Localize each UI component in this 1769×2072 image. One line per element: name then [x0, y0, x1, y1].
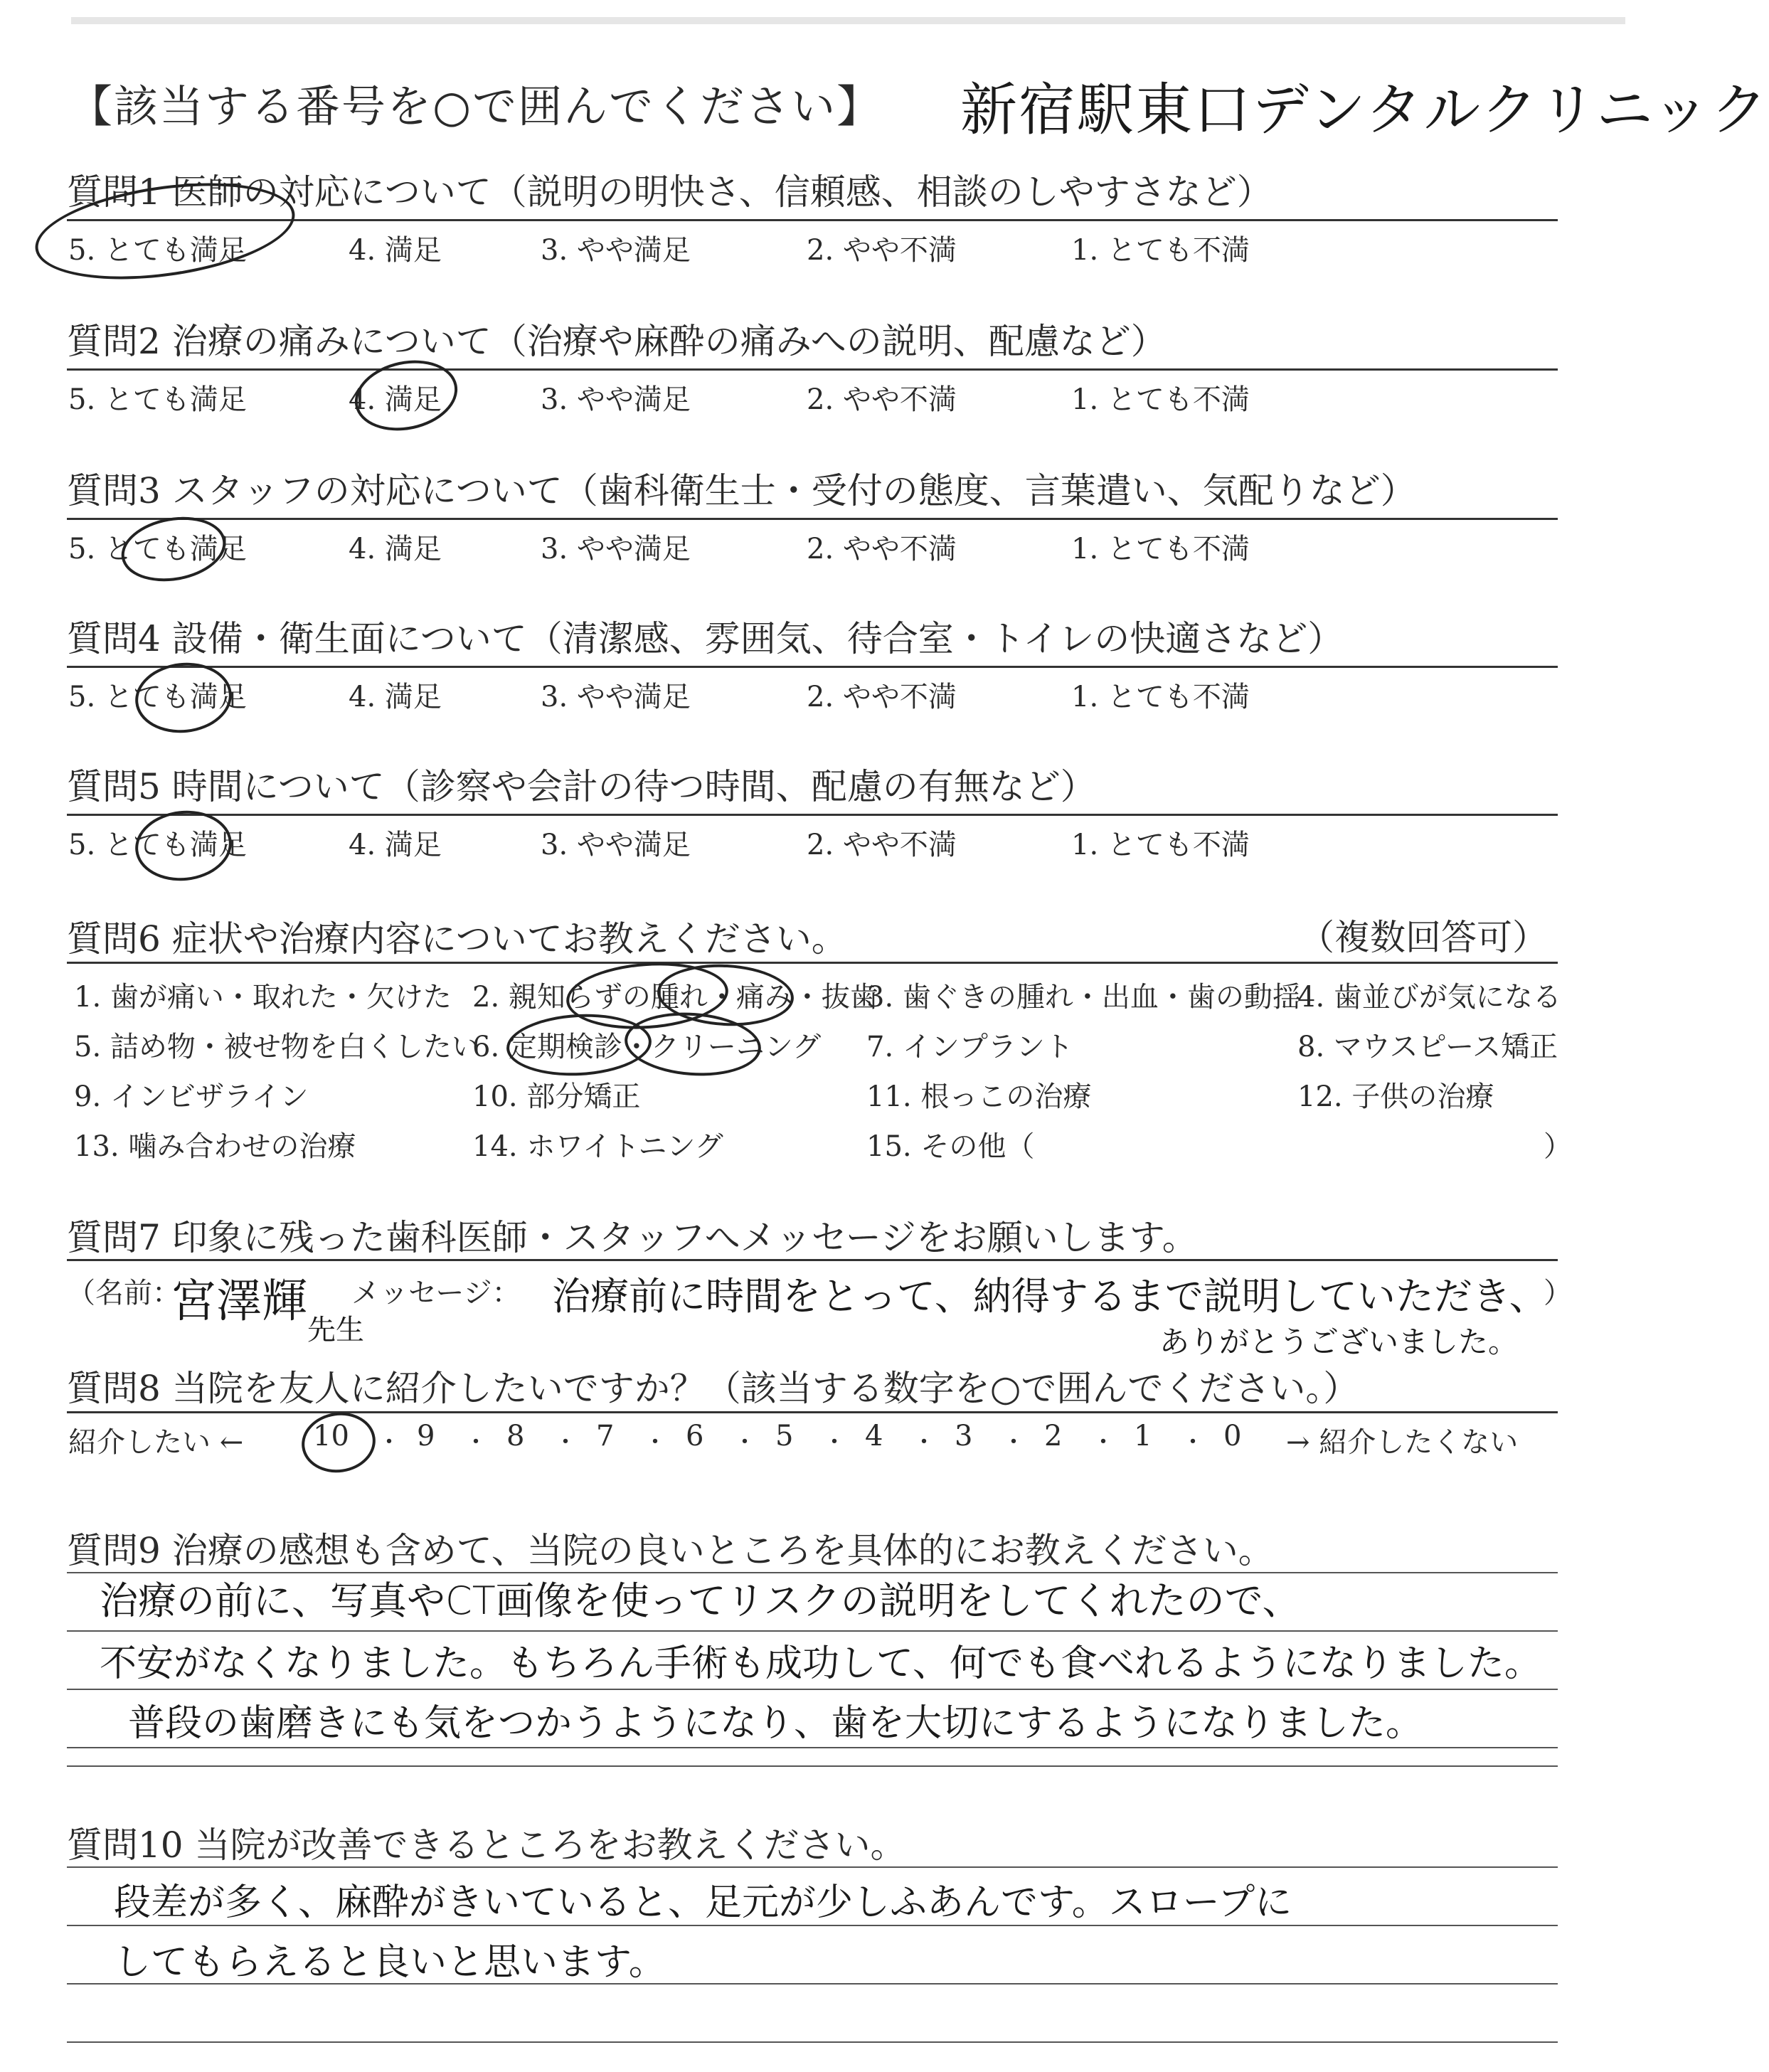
q6-item-1[interactable]: 1. 歯が痛い・取れた・欠けた: [74, 981, 452, 1014]
q3-option-1[interactable]: 1. とても不満: [1071, 533, 1250, 565]
q8-right-label: → 紹介したくない: [1286, 1426, 1519, 1459]
q10-rule-1: [67, 1866, 1558, 1868]
q3-option-5[interactable]: 5. とても満足: [68, 533, 247, 565]
q9-answer-line2: 不安がなくなりました。もちろん手術も成功して、何でも食べれるようになりました。: [100, 1642, 1541, 1685]
q6-item-12[interactable]: 12. 子供の治療: [1297, 1080, 1494, 1113]
q9-answer-line1: 治療の前に、写真やCT画像を使ってリスクの説明をしてくれたので、: [100, 1578, 1301, 1623]
q8-sep: ・: [1091, 1428, 1115, 1457]
q5-rule: [67, 814, 1558, 816]
q8-rule: [67, 1411, 1558, 1413]
q4-option-5[interactable]: 5. とても満足: [68, 681, 247, 713]
q3-answer-circle: [116, 509, 230, 589]
q9-title: 質問9 治療の感想も含めて、当院の良いところを具体的にお教えください。: [67, 1530, 1274, 1571]
q8-sep: ・: [464, 1428, 488, 1457]
q7-message-label: メッセージ：: [351, 1277, 521, 1309]
q1-option-4[interactable]: 4. 満足: [349, 234, 442, 267]
q8-sep: ・: [822, 1428, 846, 1457]
q7-rule: [67, 1259, 1558, 1261]
q7-name-handwritten: 宮澤輝: [171, 1275, 307, 1328]
q2-rule: [67, 368, 1558, 371]
q8-sep: ・: [1181, 1428, 1205, 1457]
q4-rule: [67, 666, 1558, 668]
q3-title: 質問3 スタッフの対応について（歯科衛生士・受付の態度、言葉遣い、気配りなど）: [67, 470, 1416, 511]
q8-score-10[interactable]: 10: [313, 1420, 349, 1452]
q2-title: 質問2 治療の痛みについて（治療や麻酔の痛みへの説明、配慮など）: [67, 321, 1167, 362]
q6-item-2[interactable]: 2. 親知らずの腫れ・痛み・抜歯: [472, 981, 878, 1014]
q1-option-5[interactable]: 5. とても満足: [68, 234, 247, 267]
q3-option-3[interactable]: 3. やや満足: [541, 533, 691, 565]
q1-title: 質問1 医師の対応について（説明の明快さ、信頼感、相談のしやすさなど）: [67, 171, 1273, 213]
q7-honorific-handwritten: 先生: [307, 1314, 364, 1346]
q2-option-1[interactable]: 1. とても不満: [1071, 383, 1250, 416]
q3-option-2[interactable]: 2. やや不満: [807, 533, 957, 565]
q9-rule-4: [67, 1747, 1558, 1748]
q7-title: 質問7 印象に残った歯科医師・スタッフへメッセージをお願いします。: [67, 1217, 1198, 1258]
q8-sep: ・: [912, 1428, 936, 1457]
q2-option-3[interactable]: 3. やや満足: [541, 383, 691, 416]
q7-name-label: （名前：: [67, 1277, 181, 1309]
q2-option-4[interactable]: 4. 満足: [349, 383, 442, 416]
q10-title: 質問10 当院が改善できるところをお教えください。: [67, 1824, 906, 1866]
q6-item-14[interactable]: 14. ホワイトニング: [472, 1130, 723, 1163]
q8-score-8[interactable]: 8: [506, 1420, 525, 1452]
q6-rule: [67, 962, 1558, 964]
q6-item-9[interactable]: 9. インビザライン: [74, 1080, 309, 1113]
q5-option-5[interactable]: 5. とても満足: [68, 829, 247, 861]
q9-rule-3: [67, 1689, 1558, 1690]
q6-item-7[interactable]: 7. インプラント: [866, 1031, 1073, 1063]
q4-option-4[interactable]: 4. 満足: [349, 681, 442, 713]
q5-title: 質問5 時間について（診察や会計の待つ時間、配慮の有無など）: [67, 766, 1096, 807]
q10-answer-line1: 段差が多く、麻酔がきいていると、足元が少しふあんです。スロープに: [114, 1881, 1292, 1924]
q6-item-4[interactable]: 4. 歯並びが気になる: [1297, 981, 1561, 1014]
q8-score-4[interactable]: 4: [865, 1420, 883, 1452]
q8-sep: ・: [643, 1428, 667, 1457]
q6-item-15-close: ）: [1544, 1130, 1572, 1163]
q6-item-15[interactable]: 15. その他（: [866, 1130, 1035, 1163]
q1-option-3[interactable]: 3. やや満足: [541, 234, 691, 267]
q1-option-2[interactable]: 2. やや不満: [807, 234, 957, 267]
q5-option-3[interactable]: 3. やや満足: [541, 829, 691, 861]
q2-option-2[interactable]: 2. やや不満: [807, 383, 957, 416]
q6-item-10[interactable]: 10. 部分矯正: [472, 1080, 641, 1113]
q7-message-line2: ありがとうございました。: [1159, 1324, 1519, 1359]
q2-option-5[interactable]: 5. とても満足: [68, 383, 247, 416]
q8-score-0[interactable]: 0: [1223, 1420, 1242, 1452]
q8-score-3[interactable]: 3: [955, 1420, 973, 1452]
q3-option-4[interactable]: 4. 満足: [349, 533, 442, 565]
q6-title: 質問6 症状や治療内容についてお教えください。: [67, 918, 847, 960]
q9-rule-5: [67, 1765, 1558, 1767]
q10-answer-line2: してもらえると良いと思います。: [114, 1941, 666, 1984]
scan-edge: [71, 17, 1625, 24]
q8-left-label: 紹介したい ←: [68, 1426, 244, 1459]
q2-answer-circle: [349, 351, 464, 440]
q1-option-1[interactable]: 1. とても不満: [1071, 234, 1250, 267]
form-title: 【該当する番号を○で囲んでください】: [68, 80, 883, 132]
q8-sep: ・: [733, 1428, 757, 1457]
q5-option-1[interactable]: 1. とても不満: [1071, 829, 1250, 861]
q6-item-13[interactable]: 13. 噛み合わせの治療: [74, 1130, 356, 1163]
q5-option-4[interactable]: 4. 満足: [349, 829, 442, 861]
q9-answer-line3: 普段の歯磨きにも気をつかうようになり、歯を大切にするようになりました。: [128, 1702, 1423, 1745]
q4-option-3[interactable]: 3. やや満足: [541, 681, 691, 713]
q6-item-6[interactable]: 6. 定期検診・クリーニング: [472, 1031, 822, 1063]
q4-option-2[interactable]: 2. やや不満: [807, 681, 957, 713]
q6-item-3[interactable]: 3. 歯ぐきの腫れ・出血・歯の動揺: [866, 981, 1301, 1014]
q4-option-1[interactable]: 1. とても不満: [1071, 681, 1250, 713]
q7-message-line1: 治療前に時間をとって、納得するまで説明していただき、: [552, 1274, 1548, 1319]
q9-rule-2: [67, 1630, 1558, 1632]
q6-note: （複数回答可）: [1299, 917, 1548, 958]
q4-answer-circle: [132, 658, 235, 738]
q6-item-11[interactable]: 11. 根っこの治療: [866, 1080, 1092, 1113]
q8-answer-circle: [298, 1408, 380, 1477]
q5-answer-circle: [132, 806, 235, 886]
q8-title: 質問8 当院を友人に紹介したいですか？（該当する数字を○で囲んでください。）: [67, 1368, 1359, 1409]
q3-rule: [67, 518, 1558, 520]
q8-score-5[interactable]: 5: [775, 1420, 794, 1452]
q6-item-8[interactable]: 8. マウスピース矯正: [1297, 1031, 1558, 1063]
q8-sep: ・: [1002, 1428, 1026, 1457]
clinic-name-handwritten: 新宿駅東口デンタルクリニック: [960, 77, 1769, 143]
q8-score-1[interactable]: 1: [1134, 1420, 1152, 1452]
q6-item-5[interactable]: 5. 詰め物・被せ物を白くしたい: [74, 1031, 480, 1063]
q4-title: 質問4 設備・衛生面について（清潔感、雰囲気、待合室・トイレの快適さなど）: [67, 618, 1344, 659]
q10-rule-4: [67, 2041, 1558, 2043]
q8-score-6[interactable]: 6: [686, 1420, 704, 1452]
q5-option-2[interactable]: 2. やや不満: [807, 829, 957, 861]
q8-score-2[interactable]: 2: [1044, 1420, 1063, 1452]
q8-sep: ・: [553, 1428, 578, 1457]
q8-sep: ・: [377, 1428, 401, 1457]
q7-close-paren: ）: [1544, 1277, 1572, 1309]
q8-score-7[interactable]: 7: [596, 1420, 615, 1452]
q8-score-9[interactable]: 9: [417, 1420, 435, 1452]
